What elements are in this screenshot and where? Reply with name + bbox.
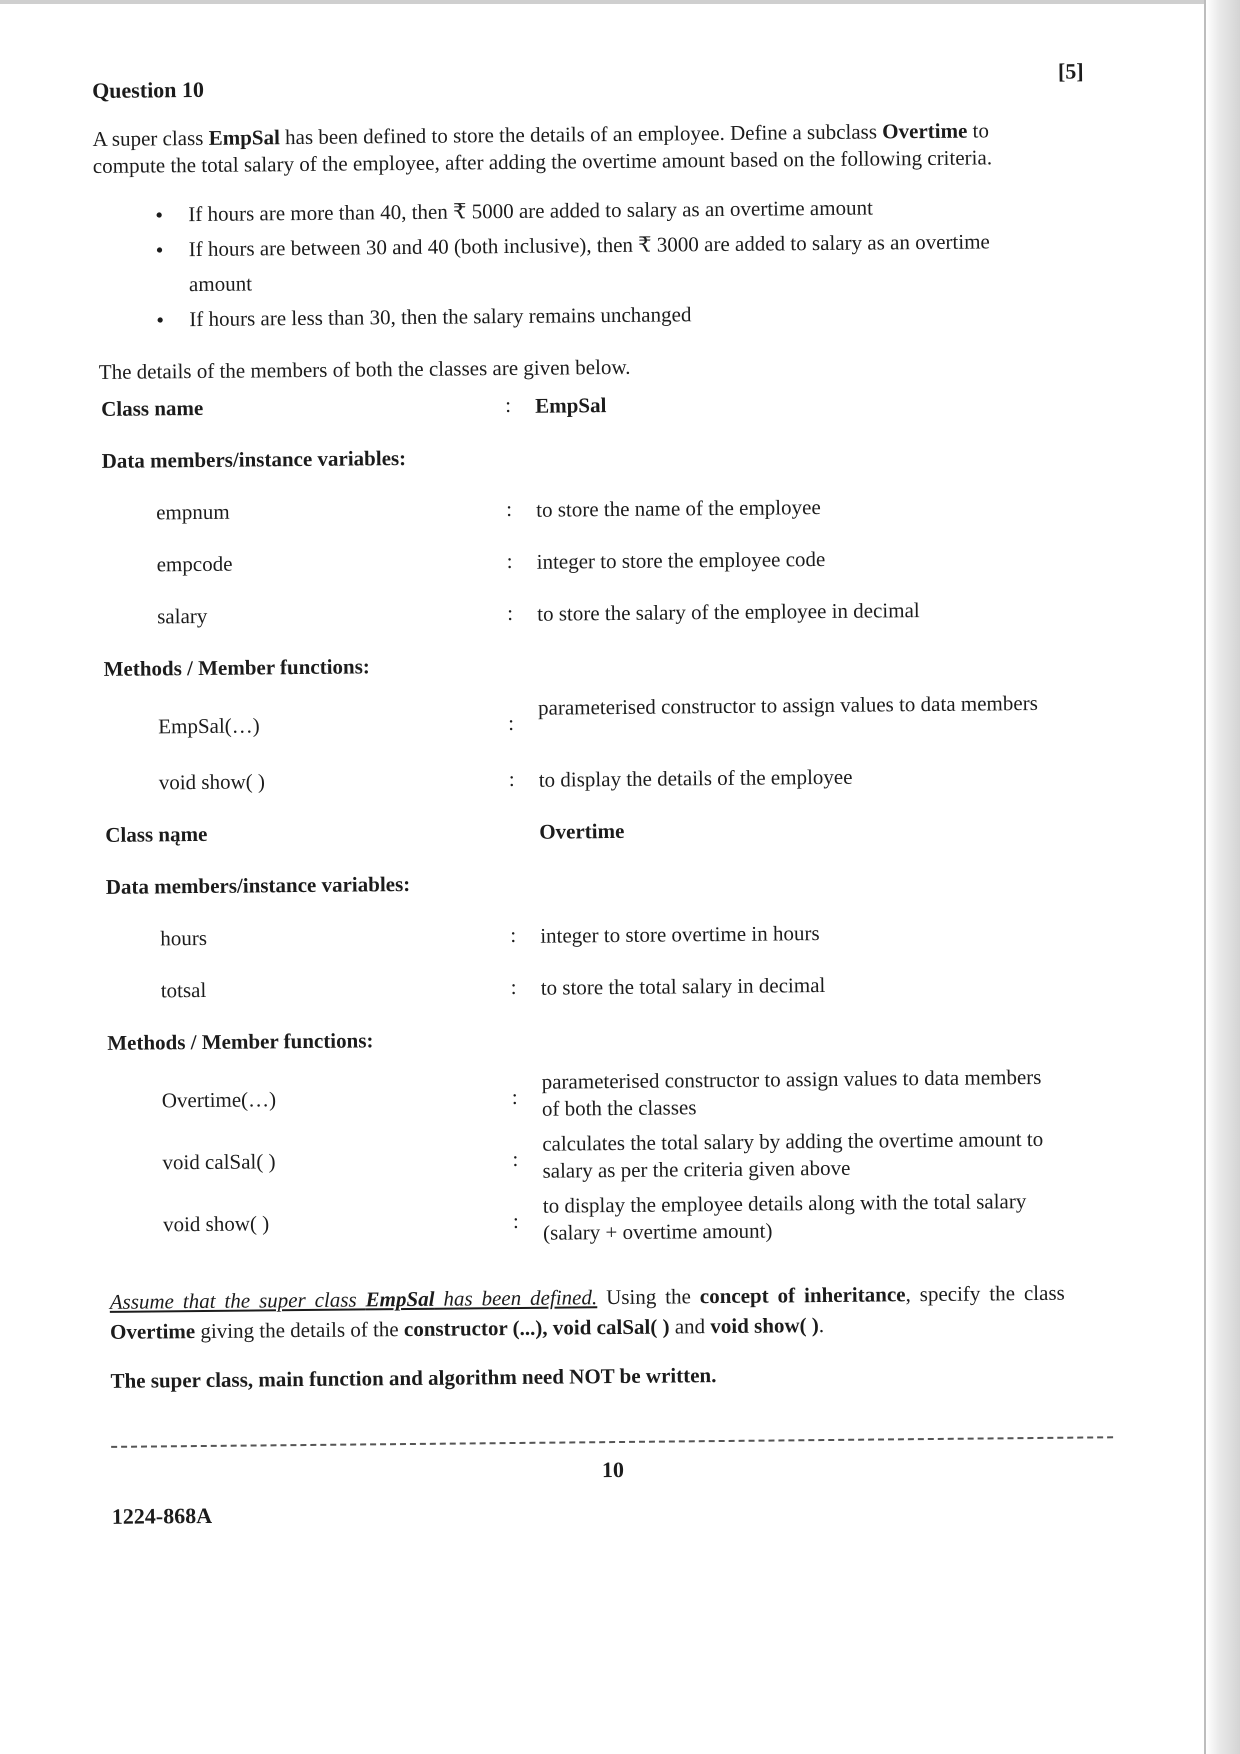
task-note: The super class, main function and algorithm need NOT be written. bbox=[110, 1363, 717, 1393]
methods-header: Methods / Member functions: bbox=[107, 1028, 374, 1055]
member-row bbox=[97, 584, 1067, 645]
section-header-row bbox=[95, 428, 1065, 489]
method-desc: parameterised constructor to assign values to data members of both the classes bbox=[541, 1064, 1042, 1121]
colon: : bbox=[508, 710, 515, 736]
question-intro: A super class EmpSal has been defined to store the details of an employee. Define a subclass Overtime to compute the total salary of the employee, after adding the overtime amount based on the following criteria. bbox=[92, 118, 993, 178]
member-row bbox=[96, 480, 1066, 541]
method-desc: to display the employee details along with the total salary (salary + overtime amount) bbox=[542, 1189, 1027, 1245]
colon: : bbox=[506, 496, 513, 522]
marks-label: [5] bbox=[1057, 58, 1084, 84]
class-name-label: Class name bbox=[101, 395, 204, 421]
methods-header: Methods / Member functions: bbox=[103, 654, 370, 681]
class-name-label: Class nąme bbox=[105, 821, 208, 847]
colon: : bbox=[510, 922, 517, 948]
method-name: void show( ) bbox=[158, 769, 266, 795]
data-members-header: Data members/instance variables: bbox=[105, 871, 411, 899]
colon: : bbox=[511, 1084, 518, 1110]
data-members-header: Data members/instance variables: bbox=[101, 446, 407, 473]
class-name-value: Overtime bbox=[539, 818, 625, 844]
subclass-name: Overtime bbox=[882, 118, 968, 144]
question-title: Question 10 bbox=[92, 76, 205, 103]
member-desc: integer to store overtime in hours bbox=[540, 921, 820, 948]
method-row bbox=[99, 750, 1069, 811]
colon: : bbox=[512, 1146, 519, 1172]
colon: : bbox=[505, 392, 512, 418]
member-desc: to store the salary of the employee in decimal bbox=[537, 598, 920, 626]
method-row bbox=[103, 1186, 1074, 1257]
method-row bbox=[102, 1124, 1073, 1195]
method-desc: calculates the total salary by adding the overtime amount to salary as per the criteria given above bbox=[542, 1126, 1044, 1183]
member-row bbox=[101, 958, 1071, 1019]
member-name: salary bbox=[157, 603, 208, 629]
task-instruction: Assume that the super class EmpSal has been defined. Using the concept of inheritance, specify the class Overtime giving the details of the constructor (...), void calSal( ) and void show( ). bbox=[109, 1280, 1065, 1344]
colon: : bbox=[512, 1208, 519, 1234]
member-desc: to store the total salary in decimal bbox=[540, 973, 826, 1000]
colon: : bbox=[508, 766, 515, 792]
page-top-edge bbox=[0, 0, 1240, 4]
method-name: Overtime(…) bbox=[161, 1087, 277, 1113]
paper-code: 1224-868A bbox=[111, 1502, 213, 1529]
member-desc: to store the name of the employee bbox=[536, 495, 821, 522]
member-name: totsal bbox=[160, 977, 207, 1003]
class-name-value: EmpSal bbox=[535, 393, 607, 418]
member-row bbox=[100, 906, 1070, 967]
member-name: empnum bbox=[156, 499, 230, 525]
criteria-list bbox=[93, 189, 1064, 338]
method-row bbox=[102, 1062, 1073, 1133]
criteria-item: • If hours are more than 40, then ₹ 5000 are added to salary as an overtime amount bbox=[155, 189, 1028, 232]
section-header-row bbox=[97, 636, 1067, 697]
superclass-name: EmpSal bbox=[208, 125, 280, 150]
class-name-row bbox=[95, 376, 1065, 437]
method-name: void show( ) bbox=[162, 1211, 270, 1237]
section-header-row bbox=[100, 854, 1070, 915]
colon: : bbox=[507, 600, 514, 626]
criteria-item: • If hours are between 30 and 40 (both inclusive), then ₹ 3000 are added to salary as an overtime amount bbox=[155, 224, 1029, 302]
question-page bbox=[92, 58, 1084, 1530]
footer-divider bbox=[111, 1436, 1113, 1448]
colon: : bbox=[506, 548, 513, 574]
page-right-edge bbox=[1206, 0, 1240, 1754]
class-name-row bbox=[99, 802, 1069, 863]
member-name: hours bbox=[160, 925, 208, 951]
section-header-row bbox=[101, 1010, 1071, 1071]
criteria-item: • If hours are less than 30, then the salary remains unchanged bbox=[156, 294, 1029, 337]
page-number: 10 bbox=[601, 1456, 625, 1483]
method-desc: parameterised constructor to assign values to data members bbox=[537, 690, 1038, 720]
colon: : bbox=[510, 974, 517, 1000]
member-name: empcode bbox=[156, 551, 233, 577]
member-row bbox=[96, 532, 1066, 593]
method-name: void calSal( ) bbox=[162, 1149, 276, 1175]
method-row bbox=[98, 688, 1069, 759]
member-desc: integer to store the employee code bbox=[536, 546, 826, 574]
members-lead: The details of the members of both the classes are given below. bbox=[98, 354, 631, 384]
method-desc: to display the details of the employee bbox=[538, 764, 853, 792]
method-name: EmpSal(…) bbox=[158, 713, 260, 739]
